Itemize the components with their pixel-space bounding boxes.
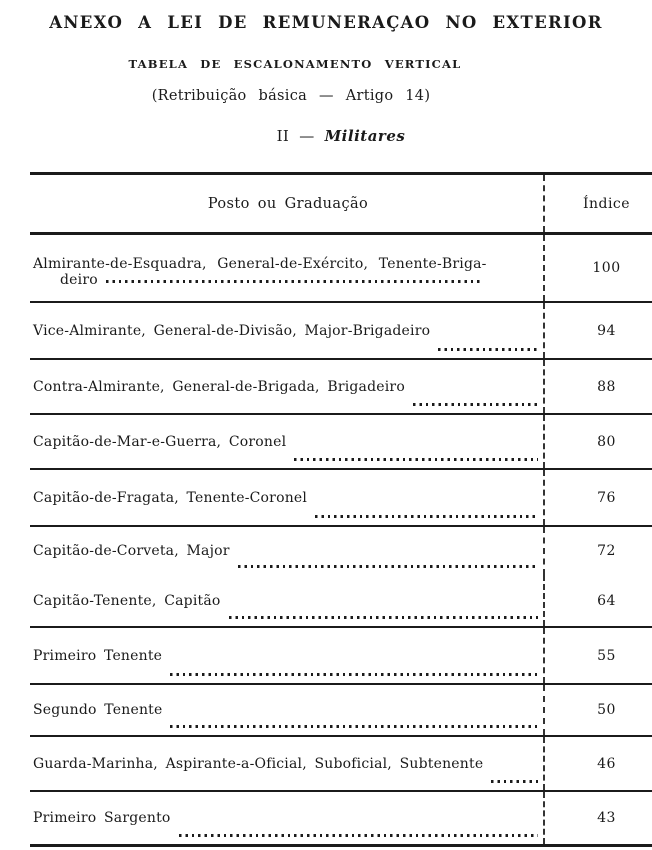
dotted-leader	[170, 673, 538, 676]
rank-cell: Capitão-de-Mar-e-Guerra, Coronel	[30, 415, 543, 468]
rank-cell: Primeiro Sargento	[30, 792, 543, 844]
table-row	[30, 626, 652, 683]
rank-label-two-line	[33, 249, 487, 288]
dotted-leader	[170, 725, 538, 728]
table-row	[30, 735, 652, 790]
index-cell: 46	[543, 737, 652, 790]
dotted-leader	[238, 565, 538, 568]
index-cell: 76	[543, 470, 652, 525]
table-row	[30, 575, 652, 626]
dotted-leader	[491, 780, 538, 783]
table-row	[30, 525, 652, 575]
page-subtitle: TABELA DE ESCALONAMENTO VERTICAL	[128, 57, 462, 71]
table-row	[30, 301, 652, 358]
rank-cell: Primeiro Tenente	[30, 628, 543, 683]
rank-cell: Guarda-Marinha, Aspirante-a-Oficial, Suboficial, Subtenente	[30, 737, 543, 790]
section-title: Militares	[324, 127, 406, 145]
rank-cell: Capitão-Tenente, Capitão	[30, 575, 543, 626]
section-heading	[0, 127, 652, 145]
rank-label-line2: deiro	[33, 272, 487, 288]
rank-index-table	[30, 172, 652, 847]
table-row	[30, 790, 652, 844]
dotted-leader	[413, 403, 538, 406]
dotted-leader	[229, 616, 539, 619]
column-header-rank: Posto ou Graduação	[207, 195, 369, 212]
section-number: II —	[276, 127, 315, 145]
rank-cell: Capitão-de-Corveta, Major	[30, 527, 543, 575]
rank-cell: Vice-Almirante, General-de-Divisão, Major-Brigadeiro	[30, 303, 543, 358]
index-cell: 43	[543, 792, 652, 844]
dotted-leader	[315, 515, 538, 518]
dotted-leader	[438, 348, 538, 351]
dotted-leader	[106, 280, 482, 283]
page-title: ANEXO A LEI DE REMUNERAÇAO NO EXTERIOR	[49, 13, 603, 32]
rank-cell: Segundo Tenente	[30, 685, 543, 735]
dotted-leader	[179, 834, 538, 837]
table-row	[30, 468, 652, 525]
rank-label-line1: Almirante-de-Esquadra, General-de-Exército, Tenente-Briga-	[33, 255, 487, 272]
index-cell: 94	[543, 303, 652, 358]
table-row	[30, 413, 652, 468]
index-cell: 64	[543, 575, 652, 626]
page-subtitle-2: (Retribuição básica — Artigo 14)	[151, 88, 431, 104]
index-cell: 72	[543, 527, 652, 575]
index-cell: 55	[543, 628, 652, 683]
rank-cell: Contra-Almirante, General-de-Brigada, Brigadeiro	[30, 360, 543, 413]
index-cell: 100	[543, 235, 652, 301]
rank-cell: Capitão-de-Fragata, Tenente-Coronel	[30, 470, 543, 525]
index-cell: 80	[543, 415, 652, 468]
index-cell: 88	[543, 360, 652, 413]
dotted-leader	[294, 458, 538, 461]
table-row	[30, 232, 652, 301]
table-header-row	[30, 175, 652, 232]
table-row	[30, 358, 652, 413]
index-cell: 50	[543, 685, 652, 735]
column-header-index: Índice	[543, 175, 652, 232]
rank-cell	[30, 235, 543, 301]
table-row	[30, 683, 652, 735]
